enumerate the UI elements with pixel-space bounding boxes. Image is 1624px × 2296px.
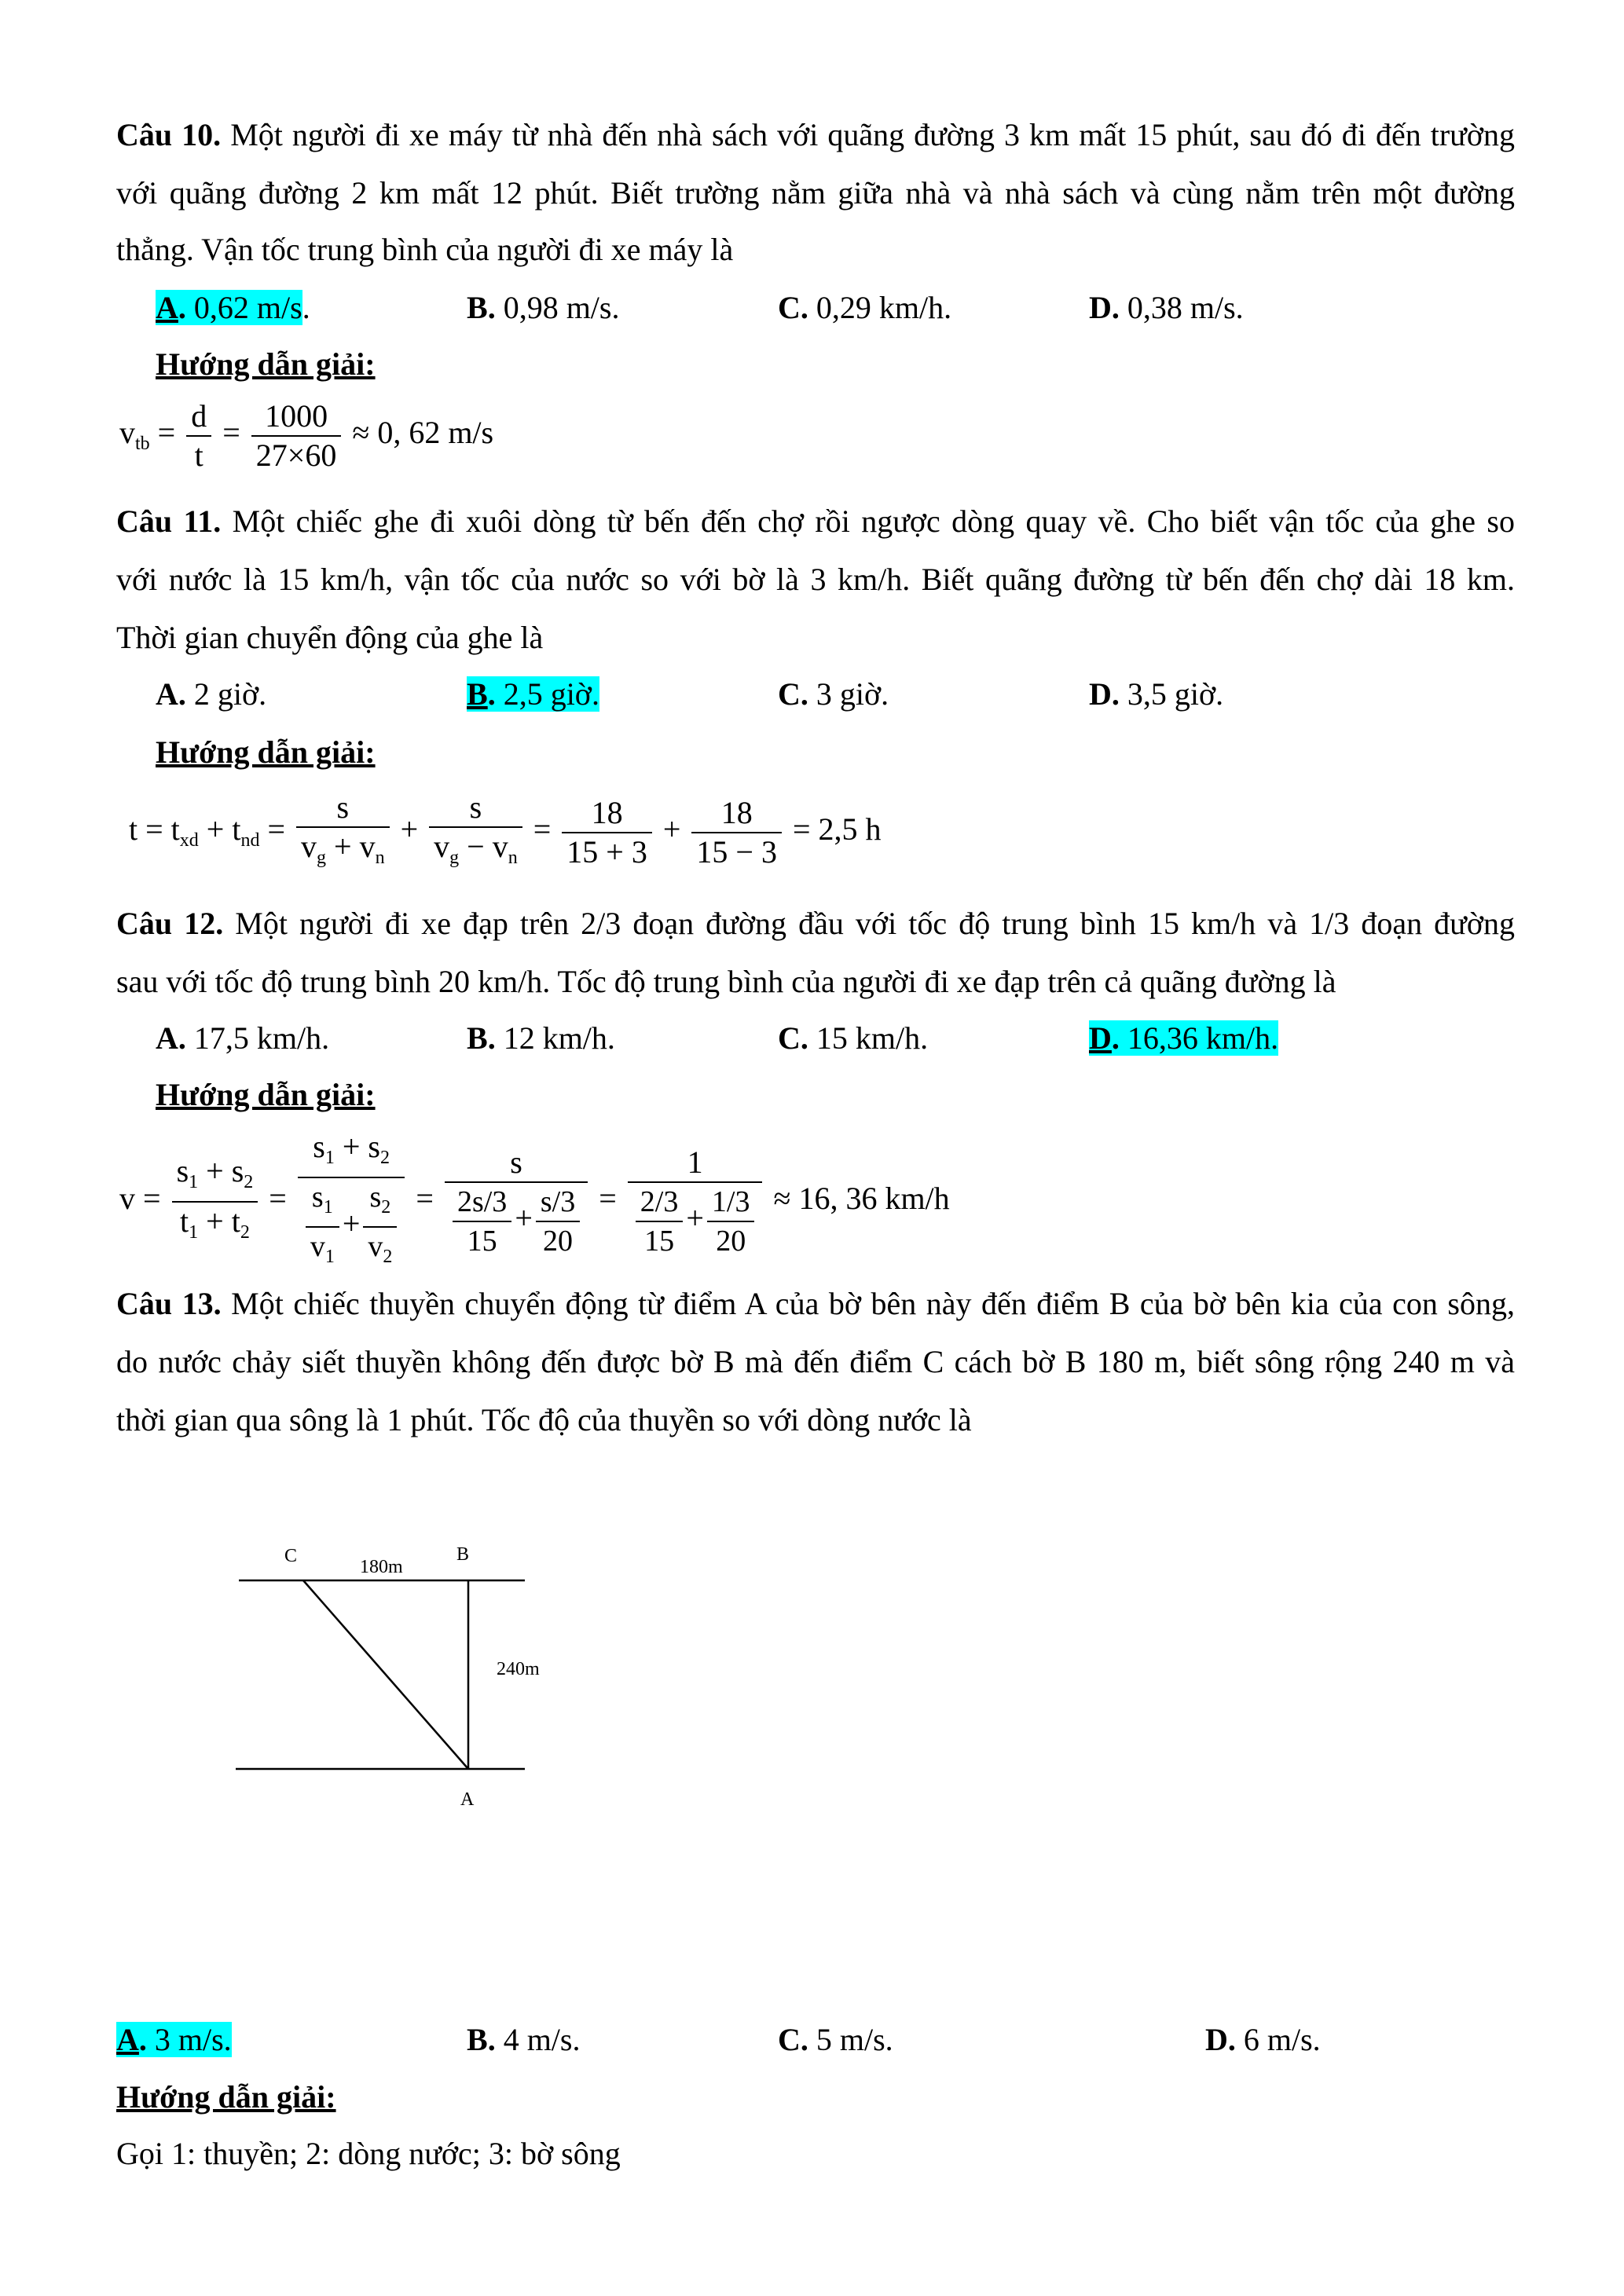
- q10-formula: $v_{tb}$ = $\frac{d}{t}$ = $\frac{1000}{27\times 60}$ ≈ 0, 62 m/s: [119, 398, 494, 473]
- q11-option-d[interactable]: D. 3,5 giờ.: [1089, 676, 1224, 712]
- q12-option-a[interactable]: A. 17,5 km/h.: [156, 1020, 330, 1056]
- q13-line2: do nước chảy siết thuyền không đến được bờ B mà đến điểm C cách bờ B 180 m, biết sông rộng 240 m và: [116, 1344, 1515, 1379]
- q11-option-b[interactable]: B. 2,5 giờ.: [467, 676, 599, 712]
- q10-option-a[interactable]: A. 0,62 m/s.: [156, 290, 310, 325]
- q10-option-d[interactable]: D. 0,38 m/s.: [1089, 290, 1244, 325]
- q12-option-c[interactable]: C. 15 km/h.: [778, 1020, 929, 1056]
- river-crossing-diagram: [228, 1532, 574, 1830]
- q13-option-d[interactable]: D. 6 m/s.: [1205, 2022, 1321, 2057]
- q11-label: Câu 11.: [116, 504, 222, 539]
- q13-option-a[interactable]: A. 3 m/s.: [116, 2022, 232, 2057]
- q10-line2: với quãng đường 2 km mất 12 phút. Biết trường nằm giữa nhà và nhà sách và cùng nằm trên một đường: [116, 175, 1515, 211]
- label-b: B: [456, 1544, 470, 1565]
- q11-guide-heading: Hướng dẫn giải:: [156, 734, 376, 770]
- q13-note: Gọi 1: thuyền; 2: dòng nước; 3: bờ sông: [116, 2136, 621, 2171]
- label-a: A: [460, 1789, 475, 1810]
- q10-guide-heading: Hướng dẫn giải:: [156, 346, 376, 382]
- q11-line2: với nước là 15 km/h, vận tốc của nước so với bờ là 3 km/h. Biết quãng đường từ bến đến chợ dài 18 km.: [116, 562, 1515, 597]
- q11-line3: Thời gian chuyển động của ghe là: [116, 620, 544, 655]
- q13-option-b[interactable]: B. 4 m/s.: [467, 2022, 581, 2057]
- label-240m: 240m: [497, 1659, 540, 1679]
- q11-option-a[interactable]: A. 2 giờ.: [156, 676, 267, 712]
- q12-line1: Câu 12. Một người đi xe đạp trên 2/3 đoạn đường đầu với tốc độ trung bình 15 km/h và 1/3 đoạn đường: [116, 906, 1516, 941]
- q13-line3: thời gian qua sông là 1 phút. Tốc độ của thuyền so với dòng nước là: [116, 1402, 972, 1437]
- q11-formula: $t = t_{xd} + t_{nd}$ = $\frac{s}{v_g + v_n}$ + $\frac{s}{v_g - v_n}$ = $\frac{18}{15 + 3}$ + $\frac{18}{15 - 3}$ = 2,5 h: [129, 789, 882, 870]
- q13-option-c[interactable]: C. 5 m/s.: [778, 2022, 893, 2057]
- q12-line2: sau với tốc độ trung bình 20 km/h. Tốc độ trung bình của người đi xe đạp trên cả quãng đường là: [116, 964, 1336, 999]
- q10-label: Câu 10.: [116, 117, 222, 152]
- q12-guide-heading: Hướng dẫn giải:: [156, 1077, 376, 1112]
- q10-line1: Câu 10. Một người đi xe máy từ nhà đến nhà sách với quãng đường 3 km mất 15 phút, sau đó đi đến trường: [116, 117, 1515, 152]
- q10-option-c[interactable]: C. 0,29 km/h.: [778, 290, 952, 325]
- q12-formula: v = $\frac{s_1 + s_2}{t_1 + t_2}$ = $s_1 + s_2$ $\frac{s_1}{v_1}$ + $\frac{s_2}{v_2}$ = s $\frac{2s/3}{15}$ + $\frac{s/3}{20}$ = 1 $\frac{2/3}{15}$ + $\frac{1/3}{20}$ ≈ 16, 36 km/h: [119, 1129, 950, 1267]
- label-c: C: [284, 1546, 298, 1566]
- q13-label: Câu 13.: [116, 1286, 222, 1321]
- q13-line1: Câu 13. Một chiếc thuyền chuyển động từ điểm A của bờ bên này đến điểm B của bờ bên kia của con sông,: [116, 1286, 1515, 1321]
- q12-label: Câu 12.: [116, 906, 224, 941]
- q12-option-b[interactable]: B. 12 km/h.: [467, 1020, 615, 1056]
- q10-option-b[interactable]: B. 0,98 m/s.: [467, 290, 620, 325]
- q12-option-d[interactable]: D. 16,36 km/h.: [1089, 1020, 1279, 1056]
- q10-line3: thẳng. Vận tốc trung bình của người đi xe máy là: [116, 232, 734, 267]
- q11-option-c[interactable]: C. 3 giờ.: [778, 676, 889, 712]
- q11-line1: Câu 11. Một chiếc ghe đi xuôi dòng từ bến đến chợ rồi ngược dòng quay về. Cho biết vận tốc của ghe so: [116, 504, 1515, 539]
- q13-guide-heading: Hướng dẫn giải:: [116, 2079, 336, 2115]
- segment-ac: [303, 1580, 468, 1769]
- label-180m: 180m: [360, 1557, 403, 1577]
